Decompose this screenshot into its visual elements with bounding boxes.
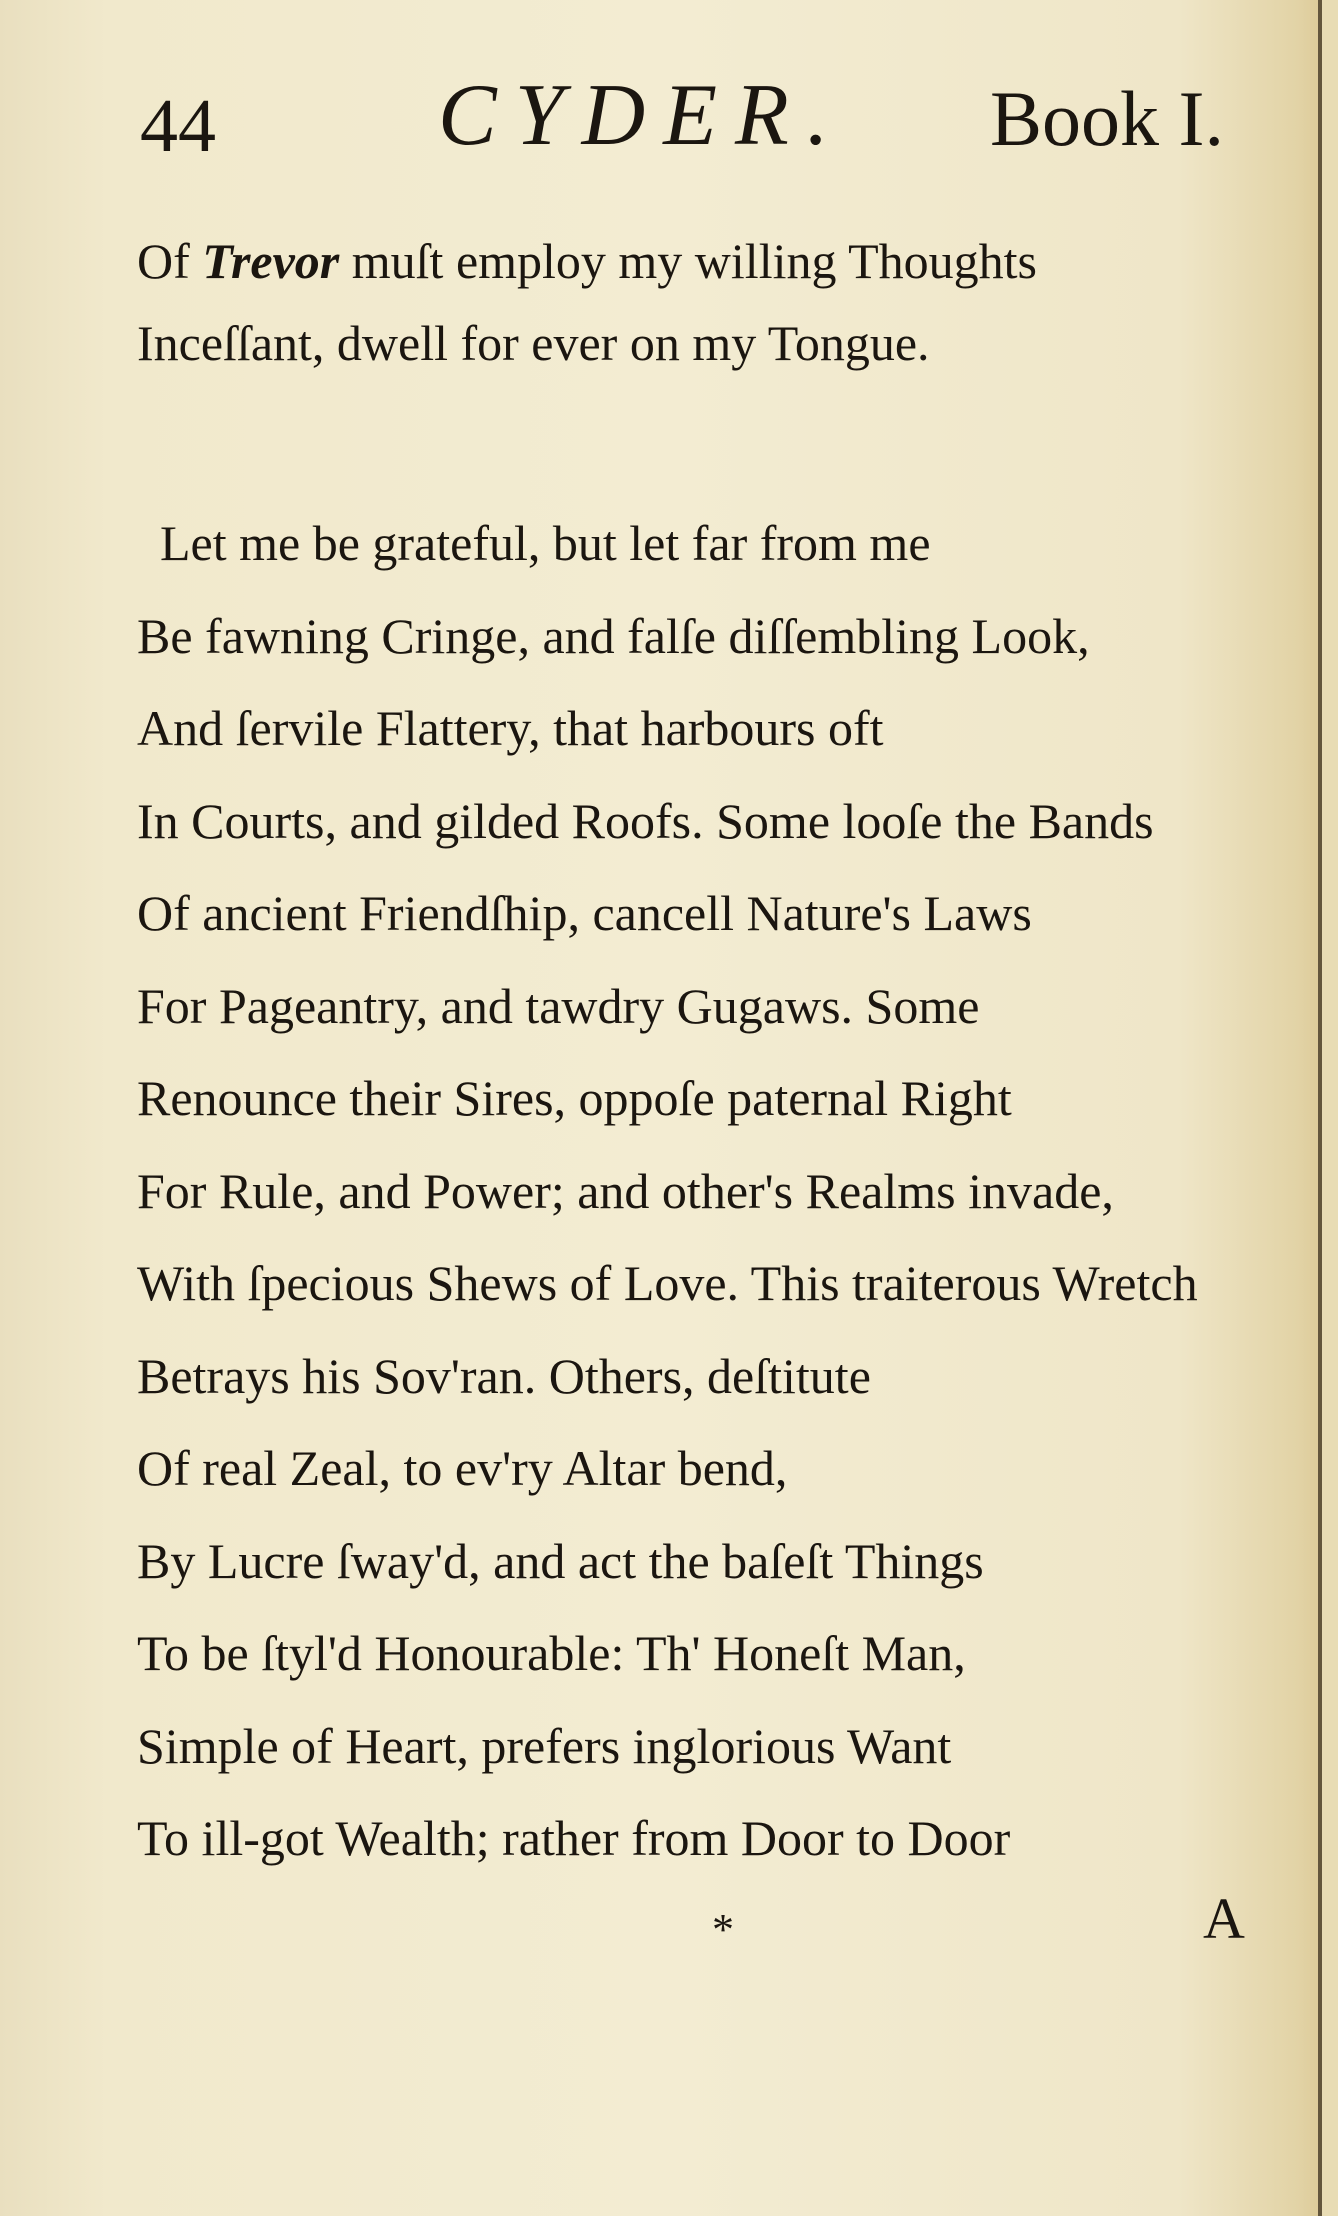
verse-line: Inceſſant, dwell for ever on my Tongue. xyxy=(137,315,930,371)
verse-line: In Courts, and gilded Roofs. Some looſe the Bands xyxy=(137,792,1154,849)
verse-line: Be fawning Cringe, and falſe diſſembling Look, xyxy=(137,607,1090,664)
verse-line: By Lucre ſway'd, and act the baſeſt Things xyxy=(137,1532,984,1589)
signature-mark: * xyxy=(712,1905,734,1954)
page-number: 44 xyxy=(140,84,216,168)
verse-line: Renounce their Sires, oppoſe paternal Right xyxy=(137,1070,1012,1126)
verse-line: For Pageantry, and tawdry Gugaws. Some xyxy=(137,977,980,1034)
catchword: A xyxy=(1203,1886,1245,1951)
verse-line: With ſpecious Shews of Love. This traiterous Wretch xyxy=(137,1255,1198,1311)
verse-line: Betrays his Sov'ran. Others, deſtitute xyxy=(137,1347,871,1404)
verse-line: Of ancient Friendſhip, cancell Nature's Laws xyxy=(137,885,1032,941)
verse-line xyxy=(137,233,1037,289)
verse-line: To ill-got Wealth; rather from Door to Door xyxy=(137,1810,1011,1866)
verse-line: For Rule, and Power; and other's Realms invade, xyxy=(137,1162,1114,1219)
italic-name: Trevor xyxy=(202,233,340,289)
next-page-edge xyxy=(1322,0,1338,2216)
verse-line: Let me be grateful, but let far from me xyxy=(160,515,931,571)
verse-line: To be ſtyl'd Honourable: Th' Honeſt Man, xyxy=(137,1625,966,1681)
text: muſt employ my willing Thoughts xyxy=(339,233,1037,289)
verse-line: And ſervile Flattery, that harbours oft xyxy=(137,700,884,756)
running-title: CYDER. xyxy=(438,67,847,164)
text: Of xyxy=(137,233,203,289)
book-label: Book I. xyxy=(990,75,1224,162)
verse-line: Simple of Heart, prefers inglorious Want xyxy=(137,1717,952,1774)
verse-line: Of real Zeal, to ev'ry Altar bend, xyxy=(137,1440,788,1496)
